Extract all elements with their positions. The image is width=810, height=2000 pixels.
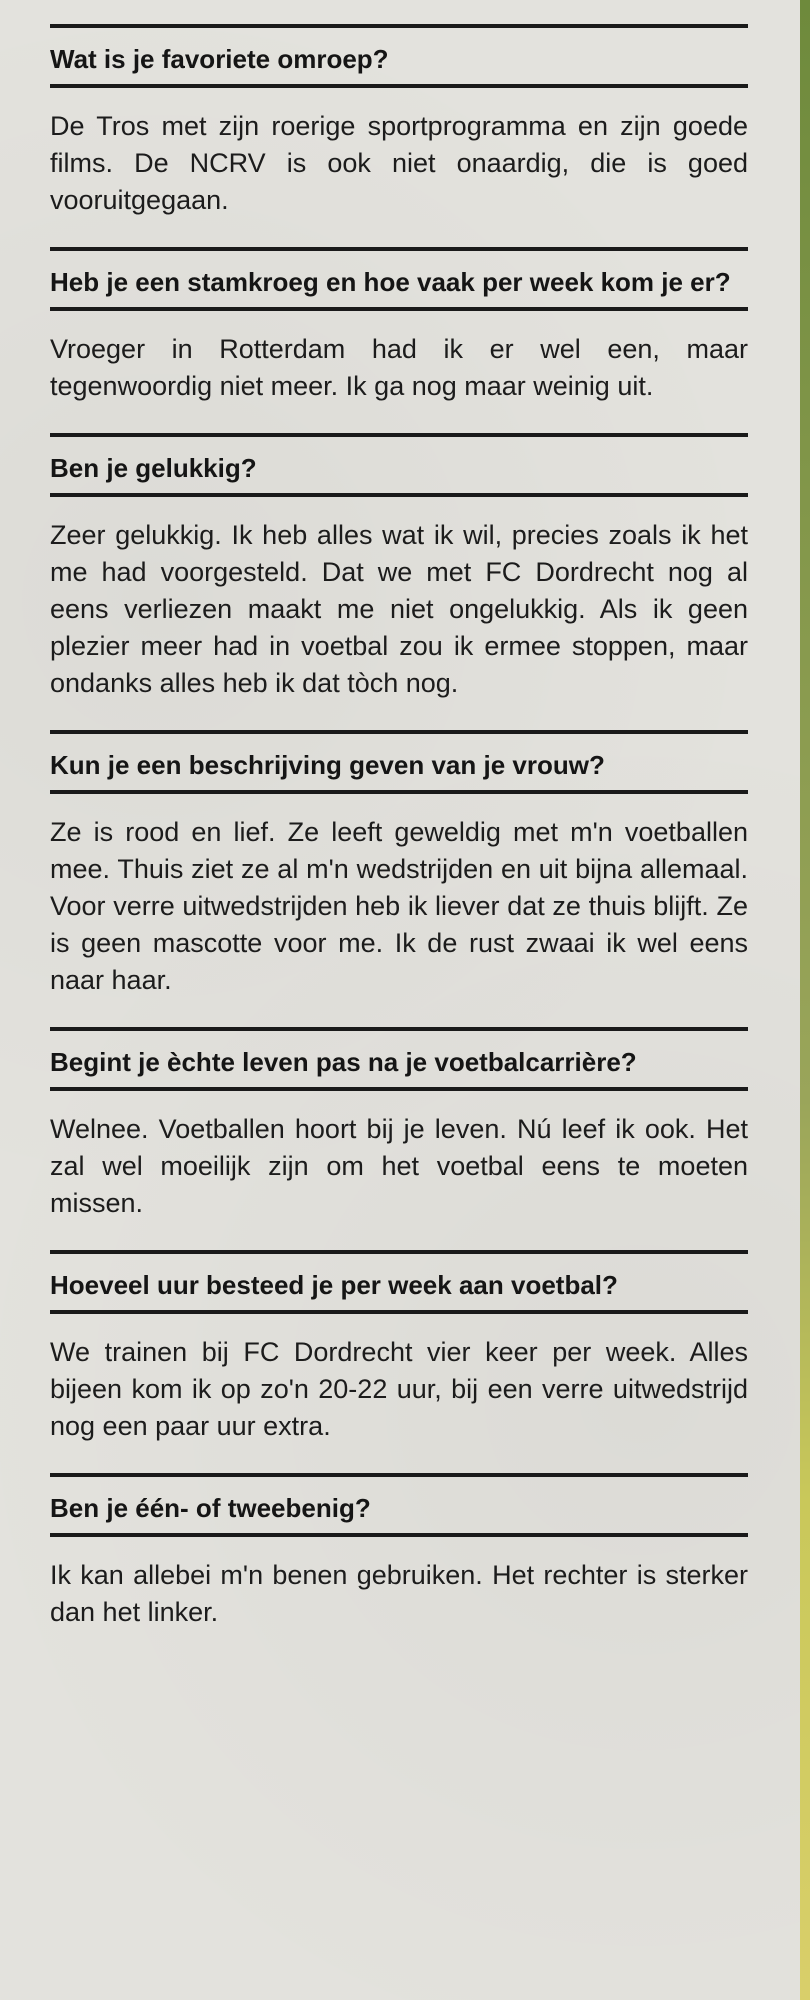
answer-text: Ze is rood en lief. Ze leeft geweldig met m'n voetballen mee. Thuis ziet ze al m'n wedstrijden en uit bijna allemaal. Voor verre uitwedstrijden heb ik liever dat ze thuis blijft. Ze is geen mascotte voor me. Ik de rust zwaai ik wel eens naar haar. bbox=[50, 817, 748, 995]
question-text: Kun je een beschrijving geven van je vrouw? bbox=[50, 750, 605, 780]
qa-block-7 bbox=[50, 1473, 748, 1659]
answer-text: De Tros met zijn roerige sportprogramma en zijn goede films. De NCRV is ook niet onaardig, die is goed vooruitgegaan. bbox=[50, 111, 748, 215]
question-text: Hoeveel uur besteed je per week aan voetbal? bbox=[50, 1270, 618, 1300]
qa-block-5 bbox=[50, 1027, 748, 1250]
qa-block-2 bbox=[50, 247, 748, 433]
qa-block-6 bbox=[50, 1250, 748, 1473]
qa-block-4 bbox=[50, 730, 748, 1027]
question-text: Wat is je favoriete omroep? bbox=[50, 44, 389, 74]
qa-block-3 bbox=[50, 433, 748, 730]
answer-text: Zeer gelukkig. Ik heb alles wat ik wil, precies zoals ik het me had voorgesteld. Dat we met FC Dordrecht nog al eens verliezen maakt me niet ongelukkig. Als ik geen plezier meer had in voetbal zou ik ermee stoppen, maar ondanks alles heb ik dat tòch nog. bbox=[50, 520, 748, 698]
answer-text: Welnee. Voetballen hoort bij je leven. Nú leef ik ook. Het zal wel moeilijk zijn om het voetbal eens te moeten missen. bbox=[50, 1114, 748, 1218]
answer-text: Vroeger in Rotterdam had ik er wel een, maar tegenwoordig niet meer. Ik ga nog maar weinig uit. bbox=[50, 334, 748, 401]
question-text: Ben je één- of tweebenig? bbox=[50, 1493, 371, 1523]
answer-text: Ik kan allebei m'n benen gebruiken. Het rechter is sterker dan het linker. bbox=[50, 1560, 748, 1627]
question-text: Begint je èchte leven pas na je voetbalcarrière? bbox=[50, 1047, 637, 1077]
question-text: Ben je gelukkig? bbox=[50, 453, 257, 483]
question-text: Heb je een stamkroeg en hoe vaak per week kom je er? bbox=[50, 267, 731, 297]
qa-block-1 bbox=[50, 24, 748, 247]
page-edge-strip bbox=[800, 0, 810, 2000]
answer-text: We trainen bij FC Dordrecht vier keer per week. Alles bijeen kom ik op zo'n 20-22 uur, bij een verre uitwedstrijd nog een paar uur extra. bbox=[50, 1337, 748, 1441]
top-margin bbox=[50, 0, 748, 24]
